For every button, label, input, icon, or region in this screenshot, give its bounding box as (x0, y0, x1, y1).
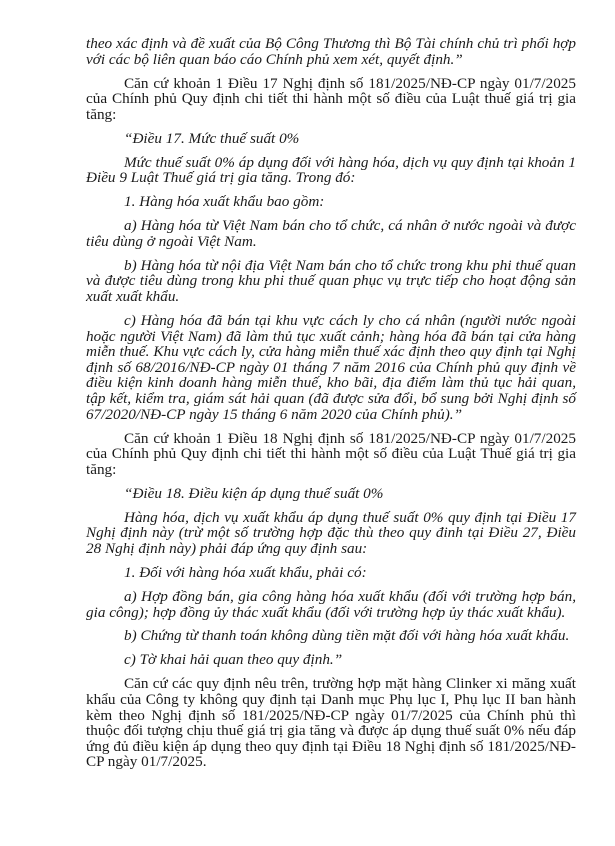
article-17-item-a: a) Hàng hóa từ Việt Nam bán cho tổ chức, cá nhân ở nước ngoài và được tiêu dùng ở ngoài Việt Nam. (86, 217, 576, 250)
article-17-heading: “Điều 17. Mức thuế suất 0% (124, 129, 300, 147)
article-18-item-a: a) Hợp đồng bán, gia công hàng hóa xuất khẩu (đối với trường hợp bán, gia công); hợp đồng ủy thác xuất khẩu (đối với trường hợp ủy thác xuất khẩu). (86, 587, 576, 621)
article-17-intro: Mức thuế suất 0% áp dụng đối với hàng hóa, dịch vụ quy định tại khoản 1 Điều 9 Luật Thuế giá trị gia tăng. Trong đó: (86, 153, 576, 187)
paragraph-legal-basis-article-18: Căn cứ khoản 1 Điều 18 Nghị định số 181/2025/NĐ-CP ngày 01/7/2025 của Chính phủ Quy định chi tiết thi hành một số điều của Luật Thuế giá trị gia tăng: (86, 429, 576, 478)
article-17-item-c: c) Hàng hóa đã bán tại khu vực cách ly cho cá nhân (người nước ngoài hoặc người Việt Nam) đã làm thủ tục xuất cảnh; hàng hóa đã bán tại cửa hàng miễn thuế. Khu vực cách ly, cửa hàng miễn thuế xác định theo quy định tại Nghị định số 68/2016/NĐ-CP ngày 01 tháng 7 năm 2016 của Chính phủ quy định về điều kiện kinh doanh hàng miễn thuế, kho bãi, địa điểm làm thủ tục hải quan, tập kết, kiểm tra, giám sát hải quan (đã được sửa đổi, bổ sung bởi Nghị định số 67/2020/NĐ-CP ngày 15 tháng 6 năm 2020 của Chính phủ).” (86, 312, 576, 423)
paragraph-legal-basis-article-17: Căn cứ khoản 1 Điều 17 Nghị định số 181/2025/NĐ-CP ngày 01/7/2025 của Chính phủ Quy định chi tiết thi hành một số điều của Luật thuế giá trị gia tăng: (86, 74, 576, 123)
article-17-item-1: 1. Hàng hóa xuất khẩu bao gồm: (124, 193, 325, 211)
paragraph-conclusion: Căn cứ các quy định nêu trên, trường hợp mặt hàng Clinker xi măng xuất khẩu của Công ty không quy định tại Danh mục Phụ lục I, Phụ lục II ban hành kèm theo Nghị định số 181/2025/NĐ-CP ngày 01/7/2025 của Chính phủ thì thuộc đối tượng chịu thuế giá trị gia tăng và được áp dụng thuế suất 0% nếu đáp ứng đủ điều kiện áp dụng theo quy định tại Điều 18 Nghị định số 181/2025/NĐ-CP ngày 01/7/2025. (86, 675, 576, 771)
article-18-item-1: 1. Đối với hàng hóa xuất khẩu, phải có: (124, 563, 367, 581)
document-page (86, 36, 576, 778)
article-18-item-c: c) Tờ khai hải quan theo quy định.” (124, 651, 343, 669)
paragraph-continuation: theo xác định và đề xuất của Bộ Công Thương thì Bộ Tài chính chủ trì phối hợp với các bộ liên quan báo cáo Chính phủ xem xét, quyết định.” (86, 35, 576, 68)
article-18-intro: Hàng hóa, dịch vụ xuất khẩu áp dụng thuế suất 0% quy định tại Điều 17 Nghị định này (trừ một số trường hợp đặc thù theo quy đinh tại Điều 27, Điều 28 Nghị định này) phải đáp ứng quy định sau: (86, 508, 576, 557)
article-18-heading: “Điều 18. Điều kiện áp dụng thuế suất 0% (124, 484, 384, 502)
article-17-item-b: b) Hàng hóa từ nội địa Việt Nam bán cho tổ chức trong khu phi thuế quan và được tiêu dùng trong khu phi thuế quan phục vụ trực tiếp cho hoạt động sản xuất xuất khẩu. (86, 256, 576, 306)
article-18-item-b: b) Chứng từ thanh toán không dùng tiền mặt đối với hàng hóa xuất khẩu. (124, 627, 570, 645)
